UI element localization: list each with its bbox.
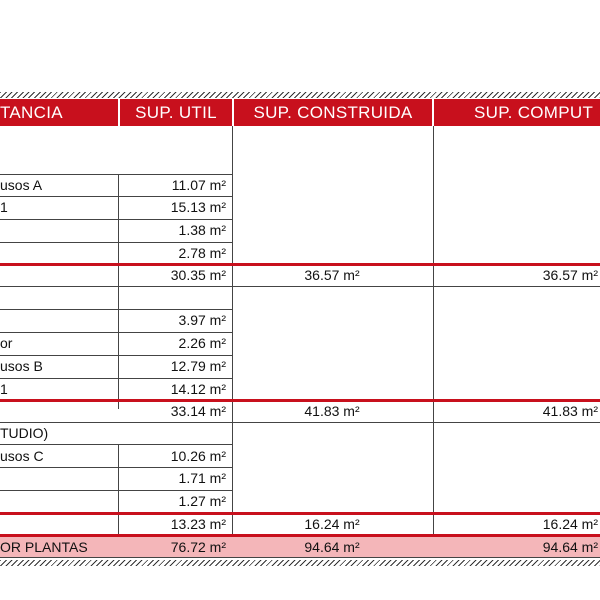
subtotal-util: 13.23 m² <box>170 516 226 532</box>
header-sup-computable: SUP. COMPUT <box>434 99 600 126</box>
row-util: 1.38 m² <box>178 222 226 238</box>
subtotal-computable: 41.83 m² <box>542 403 598 419</box>
total-construida: 94.64 m² <box>304 539 360 555</box>
row-util: 1.27 m² <box>178 493 226 509</box>
header-estancia: TANCIA <box>0 99 118 126</box>
divider <box>433 126 434 558</box>
divider <box>232 126 233 558</box>
total-label: OR PLANTAS <box>0 539 88 555</box>
bottom-hatch-border <box>0 560 600 566</box>
row-name: usos B <box>0 358 43 374</box>
row-util: 14.12 m² <box>170 381 226 397</box>
top-hatch-border <box>0 92 600 98</box>
row-name: 1 <box>0 381 8 397</box>
row-line <box>0 444 232 445</box>
subtotal-util: 33.14 m² <box>170 403 226 419</box>
row-name: usos A <box>0 177 43 193</box>
group-title: TUDIO) <box>0 425 49 441</box>
total-util: 76.72 m² <box>170 539 226 555</box>
subtotal-construida: 16.24 m² <box>304 516 360 532</box>
row-util: 2.26 m² <box>178 335 226 351</box>
row-util: 10.26 m² <box>170 448 226 464</box>
subtotal-computable: 36.57 m² <box>542 267 598 283</box>
row-util: 2.78 m² <box>178 245 226 261</box>
row-util: 11.07 m² <box>171 177 226 193</box>
row-util: 1.71 m² <box>178 470 226 486</box>
subtotal-computable: 16.24 m² <box>542 516 598 532</box>
row-util: 15.13 m² <box>170 199 226 215</box>
row-util: 3.97 m² <box>178 312 226 328</box>
total-computable: 94.64 m² <box>542 539 598 555</box>
divider <box>118 309 119 409</box>
header-sup-util: SUP. UTIL <box>120 99 232 126</box>
subtotal-util: 30.35 m² <box>170 267 226 283</box>
row-line <box>0 286 600 287</box>
header-sup-construida: SUP. CONSTRUIDA <box>234 99 432 126</box>
subtotal-construida: 36.57 m² <box>304 267 360 283</box>
subtotal-construida: 41.83 m² <box>304 403 360 419</box>
row-line <box>0 557 600 558</box>
row-name: usos C <box>0 448 44 464</box>
row-name: or <box>0 335 13 351</box>
row-util: 12.79 m² <box>170 358 226 374</box>
divider <box>118 444 119 544</box>
row-name: 1 <box>0 199 8 215</box>
surface-table <box>0 99 600 558</box>
